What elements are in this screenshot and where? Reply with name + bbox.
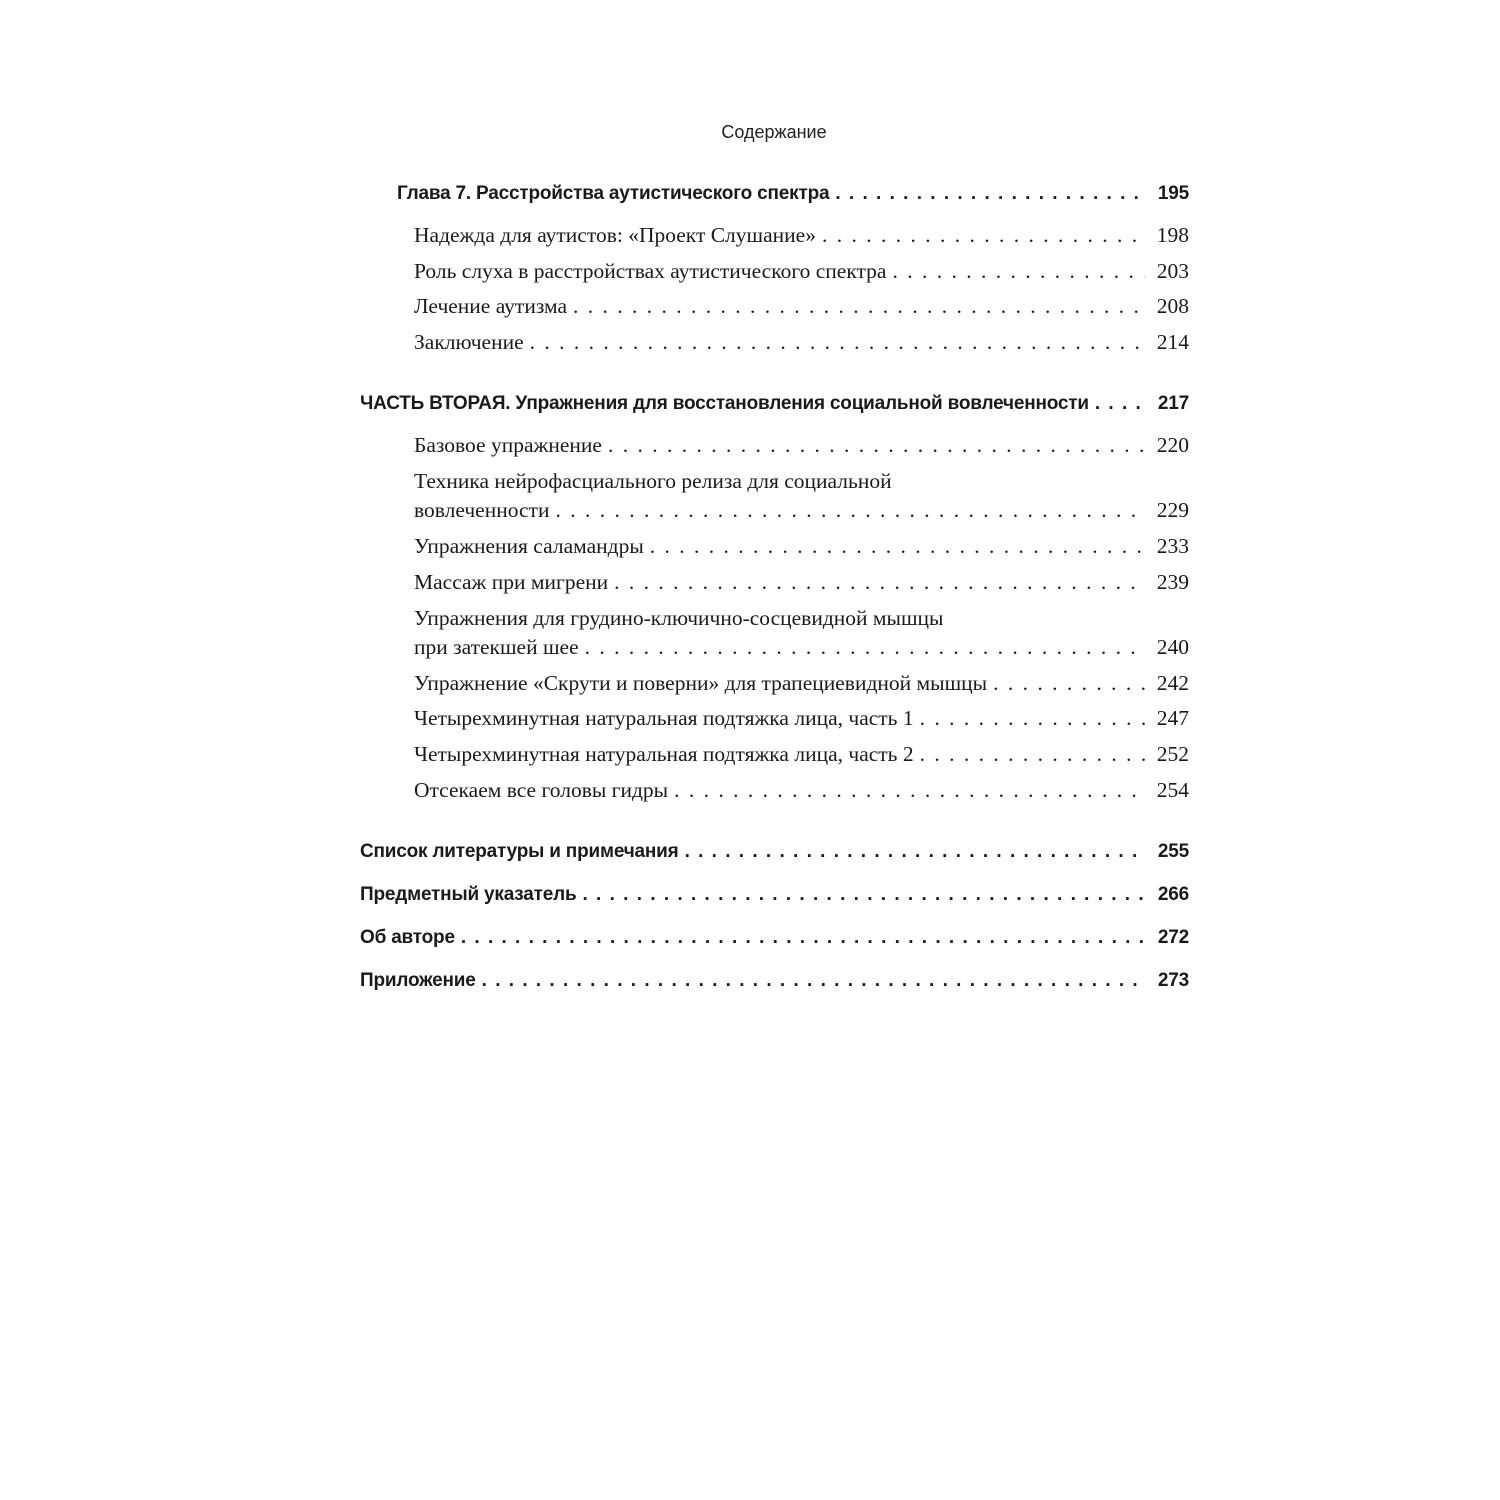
toc-entry-page: 247 (1156, 706, 1189, 730)
toc-entry[interactable] (414, 259, 1189, 284)
dot-leader (530, 330, 1145, 355)
toc-entry-title: Глава 7. Расстройства аутистического спектра (397, 183, 830, 204)
toc-entry-page: 220 (1156, 433, 1189, 457)
toc-entry-title: при затекшей шее (414, 635, 579, 659)
dot-leader (608, 433, 1145, 458)
toc-entry[interactable] (414, 742, 1189, 767)
toc-entry-page: 255 (1157, 841, 1189, 862)
toc-entry-bibliography[interactable] (360, 841, 1189, 863)
toc-entry-title: Упражнения саламандры (414, 534, 644, 558)
dot-leader (583, 884, 1146, 906)
toc-entry-page: 254 (1156, 778, 1189, 802)
toc-entry-title: Лечение аутизма (414, 294, 568, 318)
dot-leader (614, 570, 1145, 595)
toc-entry[interactable] (414, 330, 1189, 355)
toc-entry-page: 214 (1156, 330, 1189, 354)
toc-entry[interactable] (414, 706, 1189, 731)
toc-entry-page: 217 (1157, 393, 1189, 414)
toc-entry-page: 273 (1157, 970, 1189, 991)
toc-entry-title: Список литературы и примечания (360, 841, 679, 862)
toc-entry[interactable] (414, 223, 1189, 248)
toc-entry-page: 252 (1156, 742, 1189, 766)
toc-entry-part-2[interactable] (360, 393, 1189, 415)
dot-leader (585, 635, 1145, 660)
toc-entry[interactable] (414, 433, 1189, 458)
dot-leader (555, 498, 1145, 523)
toc-entry-title: Роль слуха в расстройствах аутистического спектра (414, 259, 887, 283)
dot-leader (835, 183, 1145, 205)
dot-leader (920, 706, 1145, 731)
toc-entry-page: 233 (1156, 534, 1189, 558)
toc-entry-page: 229 (1156, 498, 1189, 522)
dot-leader (892, 259, 1145, 284)
toc-entry-page: 266 (1157, 884, 1189, 905)
toc-entry-page: 242 (1156, 671, 1189, 695)
toc-entry-appendix[interactable] (360, 970, 1189, 992)
toc-entry-title: Об авторе (360, 927, 455, 948)
toc-entry-title: Упражнение «Скрути и поверни» для трапециевидной мышцы (414, 671, 988, 695)
toc-entry-index[interactable] (360, 884, 1189, 906)
running-head: Содержание (721, 122, 827, 142)
toc-entry-title: Приложение (360, 970, 476, 991)
toc-entry[interactable] (414, 570, 1189, 595)
dot-leader (822, 223, 1145, 248)
toc-entry-title: ЧАСТЬ ВТОРАЯ. Упражнения для восстановления социальной вовлеченности (360, 393, 1089, 414)
toc-entry-title-line-1: Техника нейрофасциального релиза для социальной (414, 469, 892, 493)
dot-leader (482, 970, 1145, 992)
dot-leader (920, 742, 1145, 767)
toc-entry-page: 240 (1156, 635, 1189, 659)
dot-leader (685, 841, 1145, 863)
toc-entry-title: Четырехминутная натуральная подтяжка лица, часть 1 (414, 706, 914, 730)
toc-entry-title: вовлеченности (414, 498, 550, 522)
dot-leader (993, 671, 1145, 696)
dot-leader (573, 294, 1145, 319)
toc-entry[interactable] (414, 498, 1189, 523)
toc-entry-title: Предметный указатель (360, 884, 577, 905)
toc-entry[interactable] (414, 294, 1189, 319)
toc-entry-title: Базовое упражнение (414, 433, 602, 457)
toc-entry-title: Заключение (414, 330, 524, 354)
toc-entry-about-author[interactable] (360, 927, 1189, 949)
toc-entry-title-line-1: Упражнения для грудино-ключично-сосцевидной мышцы (414, 606, 944, 630)
toc-entry[interactable] (414, 534, 1189, 559)
toc-entry-page: 239 (1156, 570, 1189, 594)
toc-entry[interactable] (414, 671, 1189, 696)
toc-entry-page: 195 (1157, 183, 1189, 204)
toc-entry-page: 208 (1156, 294, 1189, 318)
dot-leader (650, 534, 1145, 559)
toc-entry-title: Надежда для аутистов: «Проект Слушание» (414, 223, 816, 247)
toc-entry-page: 203 (1156, 259, 1189, 283)
dot-leader (1095, 393, 1145, 415)
toc-entry-page: 272 (1157, 927, 1189, 948)
toc-entry-title: Массаж при мигрени (414, 570, 609, 594)
dot-leader (461, 927, 1145, 949)
toc-entry[interactable] (414, 778, 1189, 803)
dot-leader (674, 778, 1145, 803)
toc-entry[interactable] (414, 635, 1189, 660)
toc-entry-chapter-7[interactable] (397, 183, 1189, 205)
toc-entry-page: 198 (1156, 223, 1189, 247)
toc-entry-title: Четырехминутная натуральная подтяжка лица, часть 2 (414, 742, 914, 766)
toc-entry-title: Отсекаем все головы гидры (414, 778, 669, 802)
